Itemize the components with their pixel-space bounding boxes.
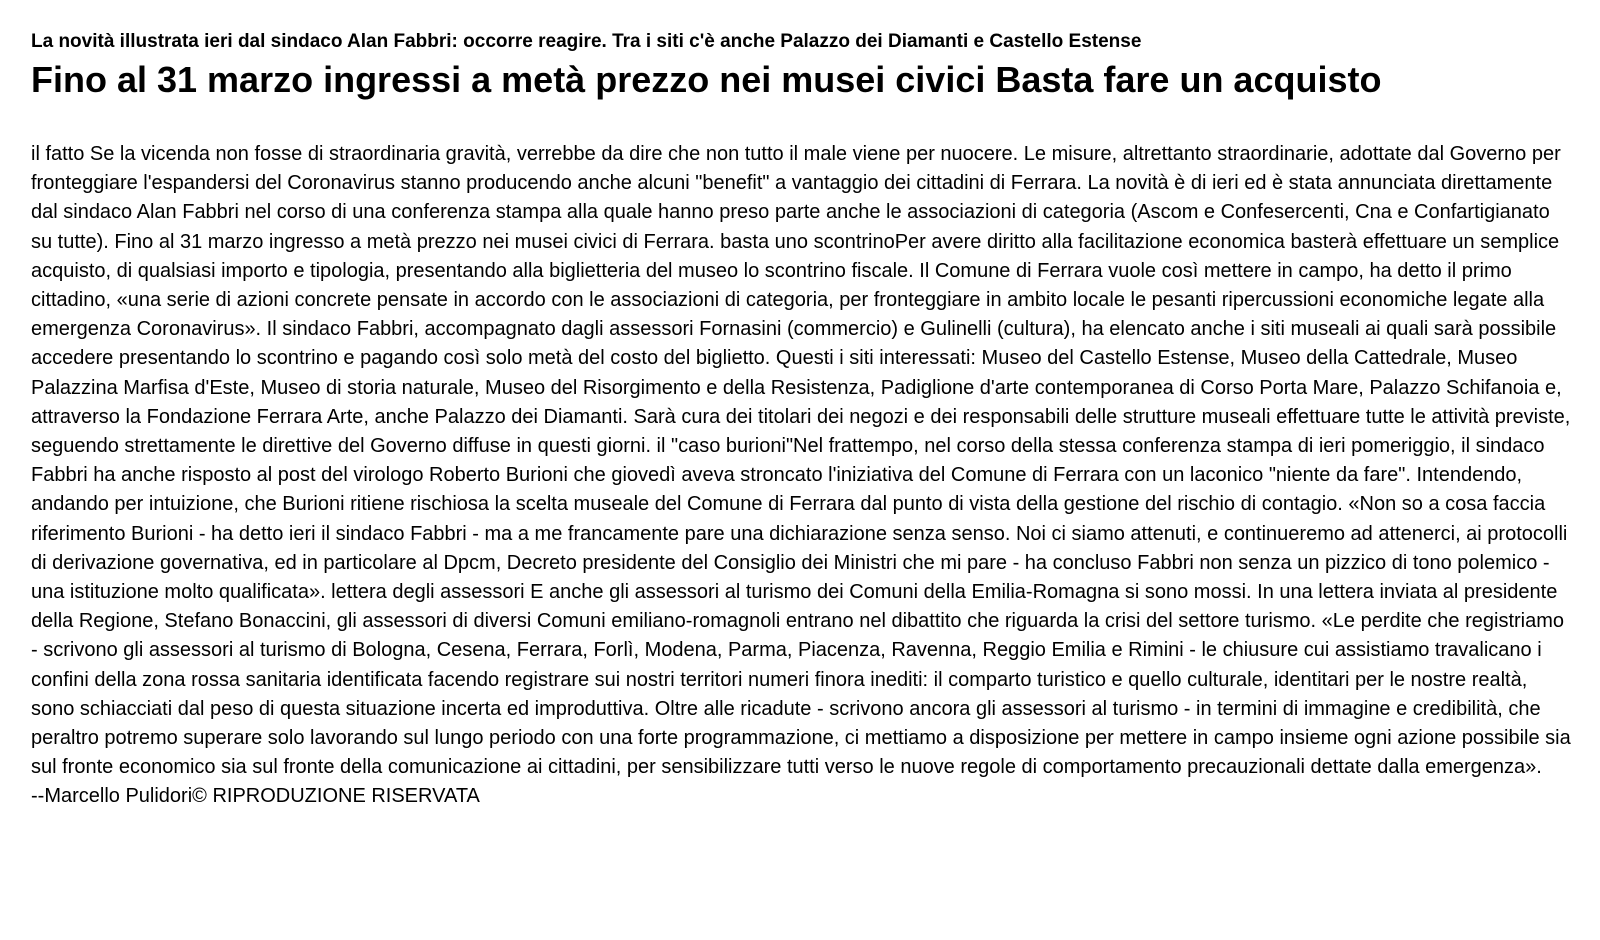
article-byline: --Marcello Pulidori© RIPRODUZIONE RISERVATA — [31, 785, 480, 808]
article-headline: Fino al 31 marzo ingressi a metà prezzo nei musei civici Basta fare un acquisto — [31, 59, 1382, 100]
article-body: il fatto Se la vicenda non fosse di straordinaria gravità, verrebbe da dire che non tutto il male viene per nuocere. Le misure, altrettanto straordinarie, adottate dal Governo per fronteggiare l'espandersi del Coronavirus stanno producendo anche alcuni "benefit" a vantaggio dei cittadini di Ferrara. La novità è di ieri ed è stata annunciata direttamente dal sindaco Alan Fabbri nel corso di una conferenza stampa alla quale hanno preso parte anche le associazioni di categoria (Ascom e Confesercenti, Cna e Confartigianato su tutte). Fino al 31 marzo ingresso a metà prezzo nei musei civici di Ferrara. basta uno scontrinoPer avere diritto alla facilitazione economica basterà effettuare un semplice acquisto, di qualsiasi importo e tipologia, presentando alla biglietteria del museo lo scontrino fiscale. Il Comune di Ferrara vuole così mettere in campo, ha detto il primo cittadino, «una serie di azioni concrete pensate in accordo con le associazioni di categoria, per fronteggiare in ambito locale le pesanti ripercussioni economiche legate alla emergenza Coronavirus». Il sindaco Fabbri, accompagnato dagli assessori Fornasini (commercio) e Gulinelli (cultura), ha elencato anche i siti museali ai quali sarà possibile accedere presentando lo scontrino e pagando così solo metà del costo del biglietto. Questi i siti interessati: Museo del Castello Estense, Museo della Cattedrale, Museo Palazzina Marfisa d'Este, Museo di storia naturale, Museo del Risorgimento e della Resistenza, Padiglione d'arte contemporanea di Corso Porta Mare, Palazzo Schifanoia e, attraverso la Fondazione Ferrara Arte, anche Palazzo dei Diamanti. Sarà cura dei titolari dei negozi e dei responsabili delle strutture museali effettuare tutte le attività previste, seguendo strettamente le direttive del Governo diffuse in questi giorni. il "caso burioni"Nel frattempo, nel corso della stessa conferenza stampa di ieri pomeriggio, il sindaco Fabbri ha anche risposto al post del virologo Roberto Burioni che giovedì aveva stroncato l'iniziativa del Comune di Ferrara con un laconico "niente da fare". Intendendo, andando per intuizione, che Burioni ritiene rischiosa la scelta museale del Comune di Ferrara dal punto di vista della gestione del rischio di contagio. «Non so a cosa faccia riferimento Burioni - ha detto ieri il sindaco Fabbri - ma a me francamente pare una dichiarazione senza senso. Noi ci siamo attenuti, e continueremo ad attenerci, ai protocolli di derivazione governativa, ed in particolare al Dpcm, Decreto presidente del Consiglio dei Ministri che mi pare - ha concluso Fabbri non senza un pizzico di tono polemico - una istituzione molto qualificata». lettera degli assessori E anche gli assessori al turismo dei Comuni della Emilia-Romagna si sono mossi. In una lettera inviata al presidente della Regione, Stefano Bonaccini, gli assessori di diversi Comuni emiliano-romagnoli entrano nel dibattito che riguarda la crisi del settore turismo. «Le perdite che registriamo - scrivono gli assessori al turismo di Bologna, Cesena, Ferrara, Forlì, Modena, Parma, Piacenza, Ravenna, Reggio Emilia e Rimini - le chiusure cui assistiamo travalicano i confini della zona rossa sanitaria identificata facendo registrare sui nostri territori numeri finora inediti: il comparto turistico e quello culturale, identitari per le nostre realtà, sono schiacciati dal peso di questa situazione incerta ed improduttiva. Oltre alle ricadute - scrivono ancora gli assessori al turismo - in termini di immagine e credibilità, che peraltro potremo superare solo lavorando sul lungo periodo con una forte programmazione, ci mettiamo a disposizione per mettere in campo insieme ogni azione possibile sia sul fronte economico sia sul fronte della comunicazione ai cittadini, per sensibilizzare tutti verso le nuove regole di comportamento precauzionali dettate dalla emergenza». — [31, 143, 1571, 779]
article-kicker: La novità illustrata ieri dal sindaco Alan Fabbri: occorre reagire. Tra i siti c'è anche Palazzo dei Diamanti e Castello Estense — [31, 31, 1142, 52]
article — [31, 30, 1571, 811]
